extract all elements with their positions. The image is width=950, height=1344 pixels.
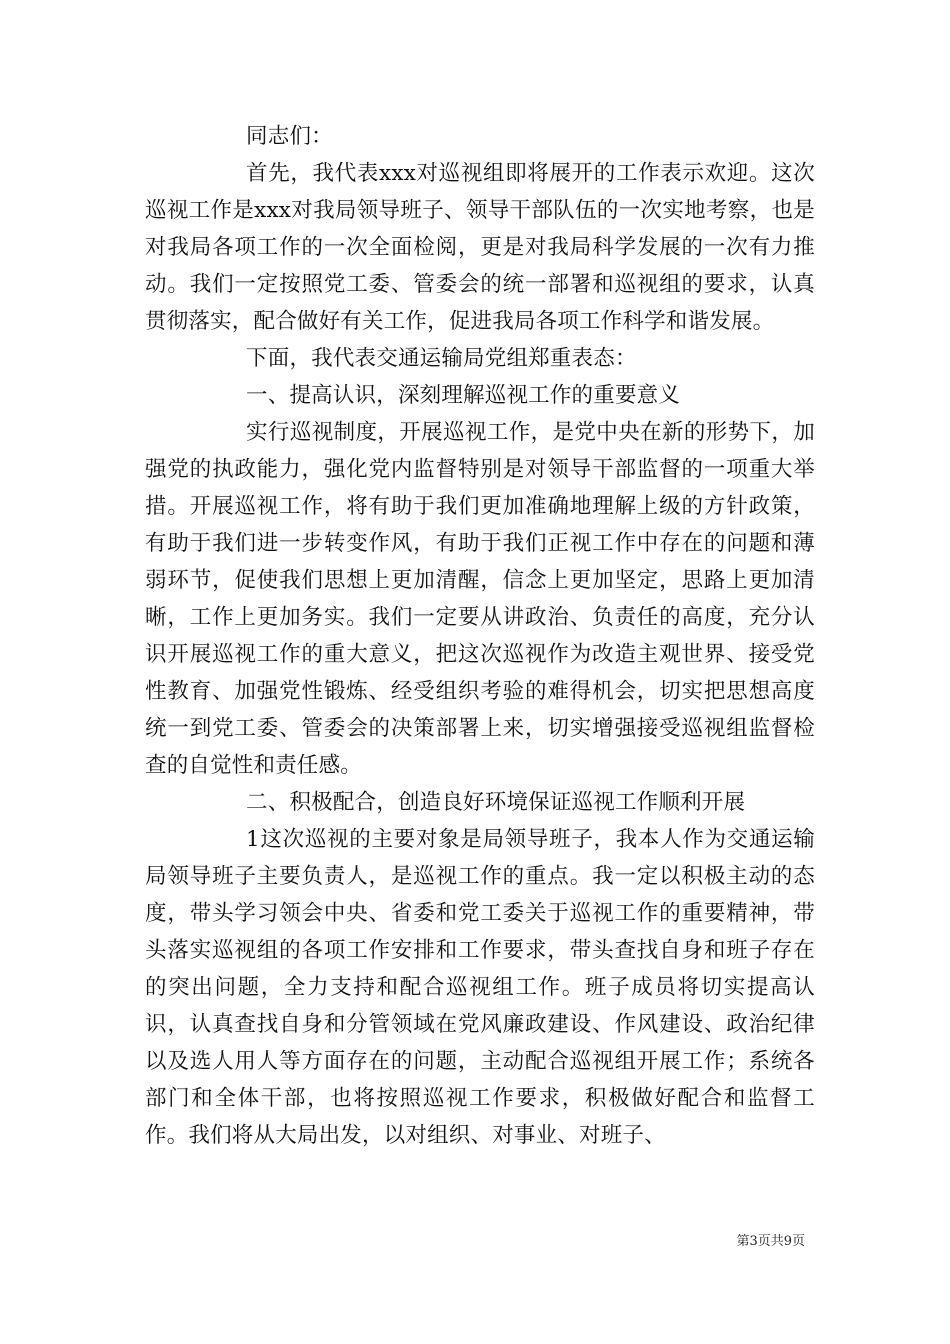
paragraph-welcome: 首先，我代表xxx对巡视组即将展开的工作表示欢迎。这次巡视工作是xxx对我局领导班子、领导干部队伍的一次实地考察，也是对我局各项工作的一次全面检阅，更是对我局科学发展的一次有力推动。我们一定按照党工委、管委会的统一部署和巡视组的要求，认真贯彻落实，配合做好有关工作，促进我局各项工作科学和谐发展。 (145, 161, 815, 334)
paragraph-statement-intro: 下面，我代表交通运输局党组郑重表态： (246, 346, 637, 371)
paragraph-section-1: 实行巡视制度，开展巡视工作，是党中央在新的形势下，加强党的执政能力，强化党内监督特别是对领导干部监督的一项重大举措。开展巡视工作，将有助于我们更加准确地理解上级的方针政策，有助于我们进一步转变作风，有助于我们正视工作中存在的问题和薄弱环节，促使我们思想上更加清醒，信念上更加坚定，思路上更加清晰，工作上更加务实。我们一定要从讲政治、负责任的高度，充分认识开展巡视工作的重大意义，把这次巡视作为改造主观世界、接受党性教育、加强党性锻炼、经受组织考验的难得机会，切实把思想高度统一到党工委、管委会的决策部署上来，切实增强接受巡视组监督检查的自觉性和责任感。 (145, 420, 815, 778)
section-heading-2: 二、积极配合，创造良好环境保证巡视工作顺利开展 (246, 790, 746, 815)
salutation: 同志们： (246, 124, 333, 149)
paragraph-section-2: 1这次巡视的主要对象是局领导班子，我本人作为交通运输局领导班子主要负责人，是巡视工作的重点。我一定以积极主动的态度，带头学习领会中央、省委和党工委关于巡视工作的重要精神，带头落实巡视组的各项工作安排和工作要求，带头查找自身和班子存在的突出问题，全力支持和配合巡视组工作。班子成员将切实提高认识，认真查找自身和分管领域在党风廉政建设、作风建设、政治纪律以及选人用人等方面存在的问题，主动配合巡视组开展工作；系统各部门和全体干部，也将按照巡视工作要求，积极做好配合和监督工作。我们将从大局出发，以对组织、对事业、对班子、 (145, 827, 815, 1148)
section-heading-1: 一、提高认识，深刻理解巡视工作的重要意义 (246, 383, 681, 408)
page-number: 第3页共9页 (736, 1234, 805, 1249)
document-body (145, 118, 815, 1154)
